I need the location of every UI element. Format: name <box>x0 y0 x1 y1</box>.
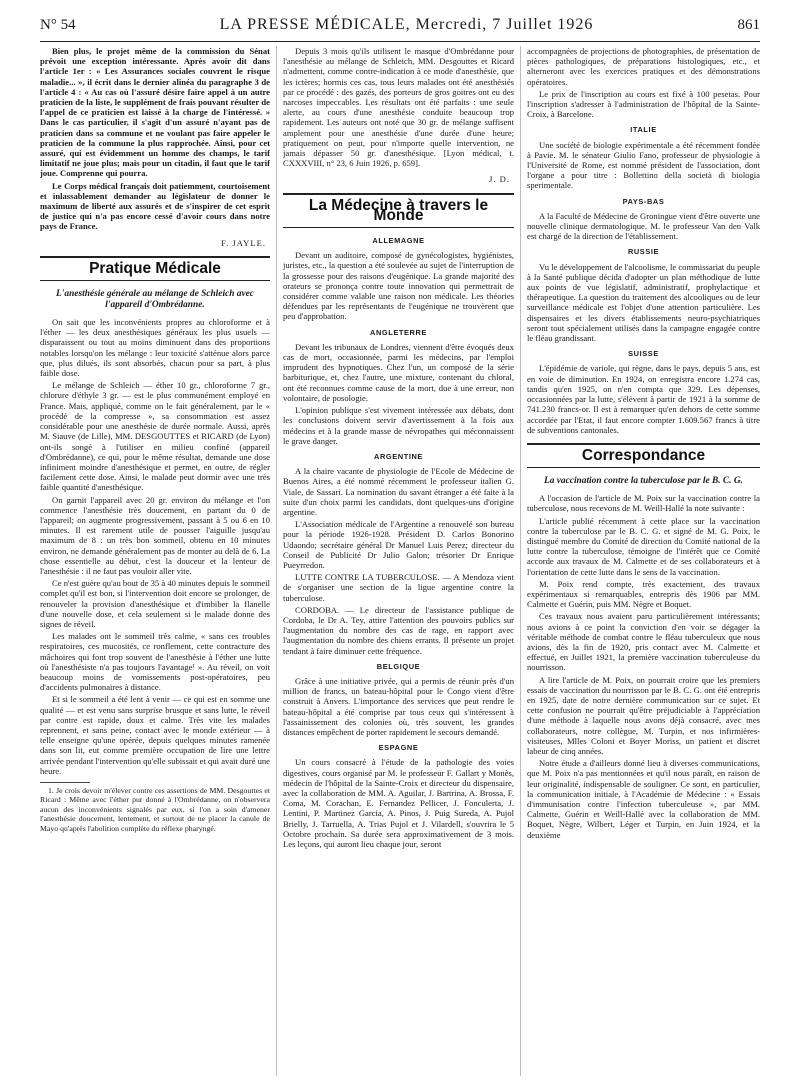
paragraph: CORDOBA. — Le directeur de l'assistance publique de Cordoba, le Dr A. Tey, attire l'attention des pouvoirs publics sur l'augmentation du nombre des cas de rage, en rapport avec l'augmentation du nombre des chiens errants. Il présente un projet tendant à faire diminuer cette fréquence. <box>283 604 514 656</box>
paragraph: Le Corps médical français doit patiemment, courtoisement et inlassablement demander au législateur de donner le maximum de liberté aux assurés et de s'inspirer de cet esprit de justice qui n'a pas encore cessé d'avoir cours dans notre pays de France. <box>40 180 270 232</box>
paragraph: Le prix de l'inscription au cours est fixé à 100 pesetas. Pour l'inscription s'adresser à l'administration de l'hôpital de la Sainte-Croix, à Barcelone. <box>527 88 760 120</box>
footnote-divider <box>40 782 90 783</box>
section-title: La Médecine à travers le Monde <box>308 196 489 224</box>
paragraph: On garnit l'appareil avec 20 gr. environ du mélange et l'on commence l'anesthésie très doucement, en partant du 0 de l'appareil; on augmente progressivement, passant à 5 ou 6 en 10 minutes. Il est rarement utile de pousser l'aiguille jusqu'au maximum de 8 : un très bon sommeil, obtenu en 10 minutes environ, ne demande généralement pas de monter au delà de 6. La chose essentielle au début, c'est la douceur et la lenteur de l'anesthésie : il ne faut pas vouloir aller vite. <box>40 494 270 576</box>
column-2 <box>283 46 514 1076</box>
country-heading: PAYS-BAS <box>622 196 665 206</box>
paragraph: L'épidémie de variole, qui règne, dans le pays, depuis 5 ans, est en voie de diminution. En 1924, on enregistra encore 1.274 cas, tandis qu'en 1925, on n'en compta que 329. Les dépenses, occasionnées par la lutte, s'élèvent à partir de 1921 à la somme de 741.230 francs-or. Il est à remarquer qu'en dehors de cette somme accordée par l'Etat, il faut encore compter 1.609.567 francs à titre de subventions cantonales. <box>527 363 760 435</box>
country-heading: ALLEMAGNE <box>372 236 425 246</box>
country-heading: ARGENTINE <box>374 451 423 461</box>
paragraph: Et si le sommeil a été lent à venir — ce qui est en somme une qualité — et est venu sans surprise brusque et sans lutte, le réveil par contre est rapide, doux et calme. Très vite les malades reprennent, et sans peine, contact avec le monde extérieur — à telle enseigne qu'une opérée, depuis quelques minutes ramenée dans son lit, eut comme première occupation de lire une lettre arrivée pendant l'intervention qu'elle subissait et qui avait duré une heure. <box>40 694 270 776</box>
paragraph: A l'occasion de l'article de M. Poix sur la vaccination contre la tuberculose, nous recevons de M. Weill-Hallé la note suivante : <box>527 493 760 514</box>
column-3 <box>527 46 760 1076</box>
paragraph: Devant un auditoire, composé de gynécologistes, hygiénistes, juristes, etc., la question a été soulevée au sujet de l'interruption de la grossesse pour des raisons d'eugénique. La grande majorité des orateurs se prononça contre toute innovation qui permettrait de considérer comme valable une raison non médicale. Les théories défendues par les représentants de l'eugénique ne trouvèrent que peu d'approbation. <box>283 250 514 322</box>
footnote: 1. Je crois devoir m'élever contre ces assertions de MM. Desgouttes et Ricard : Même avec l'éther pur donné à l'Ombrédanne, on n'observera aucun des inconvénients signalés par eux, si l'on a soin d'amener l'anesthésie doucement, lentement, et surtout de ne placer la canule de Mayo qu'après l'abolition complète du réflexe pharyngé. <box>40 786 270 833</box>
paragraph: Une société de biologie expérimentale a été récemment fondée à Pavie. M. le sénateur Giulio Fano, professeur de physiologie à l'Université de Rome, est nommé président de l'association, dont l'organe a pour titre : Bollettino della società di biologia sperimentale. <box>527 139 760 191</box>
paragraph: M. Poix rend compte, très exactement, des travaux expérimentaux si remarquables, entrepris dès 1906 par MM. Calmette et Guérin, puis MM. Nègre et Boquet. <box>527 578 760 610</box>
journal-title: LA PRESSE MÉDICALE, Mercredi, 7 Juillet 1926 <box>219 16 594 33</box>
page-header <box>40 16 760 42</box>
country-heading: RUSSIE <box>627 247 660 257</box>
paragraph: A lire l'article de M. Poix, on pourrait croire que les premiers essais de vaccination du nourrisson par le B. C. G. ont été entrepris en 1925, date de notre dernière communication sur ce sujet. Et cette confusion ne pourrait qu'être préjudiciable à l'appréciation d'une méthode à laquelle nous avons déjà consacré, avec mes collaborateurs, notre collègue, M. Turpin, et nos infirmières-visiteuses, Mlles Coloni et Boyer Moriss, un patient et discret labeur de cinq années. <box>527 674 760 756</box>
paragraph: Bien plus, le projet même de la commission du Sénat prévoit une exception intéressante. Après avoir dit dans l'article 1er : « Les Assurances sociales couvrent le risque maladie... », il écrit dans le dernier alinéa du paragraphe 3 de l'article 4 : « Au cas où l'assuré désire faire appel à un autre praticien de la liste, le supplément de frais pouvant résulter de l'appel de ce praticien est laissé à la charge de l'intéressé. » Dans le cas particulier, il s'agit d'un assuré n'ayant pas de praticien dans sa commune et ne voulant pas faire appeler le praticien de la commune la plus rapprochée. Ainsi, pour cet assuré, qui est évidemment un homme des champs, le tarif limitatif ne joue plus; mais pour un citadin, il faut que le tarif joue. Comprenne qui pourra. <box>40 46 270 179</box>
paragraph: Notre étude a d'ailleurs donné lieu à diverses communications, que M. Poix n'a pas mentionnées et qu'il nous paraît, en raison de leur originalité, indispensable de souligner. Ce sont, en particulier, la communication initiale, à l'Académie de Médecine : « Essais d'immunisation contre l'infection tuberculeuse », par MM. Calmette, Guérin et Weill-Hallé avec la collaboration de MM. Boquet, Nègre, Wilbert, Léger et Turpin, en Juin 1924, et la deuxième <box>527 758 760 840</box>
paragraph: L'Association médicale de l'Argentine a renouvelé son bureau pour la période 1926-1928. Président D. Carlos Bonorino Udaondo; secrétaire général Dr Manuel Luis Perez; directeur du Conseil de Publicité Dr Julio Galon; trésorier Dr Enrique Pueyrredon. <box>283 519 514 570</box>
paragraph: Les malades ont le sommeil très calme, « sans ces troubles respiratoires, ces mucosités, ce ronflement, cette contracture des mâchoires qui font trop souvent de l'anesthésie à l'éther une lutte où l'anesthésiste n'a pas toujours l'avantage¹ ». Au réveil, on voit beaucoup moins de vomissements post-opératoires, peu d'accidents pulmonaires à distance. <box>40 631 270 693</box>
section-header-pratique <box>40 256 270 281</box>
section-header-monde <box>283 193 514 228</box>
article-title: La vaccination contre la tuberculose par le B. C. G. <box>544 476 743 487</box>
paragraph: LUTTE CONTRE LA TUBERCULOSE. — A Mendoza vient de s'organiser une section de la ligue argentine contre la tuberculose. <box>283 572 514 603</box>
country-heading: ESPAGNE <box>378 743 419 753</box>
paragraph: Ce n'est guère qu'au bout de 35 à 40 minutes depuis le sommeil complet qu'il est bon, si l'intervention doit encore se prolonger, de renouveler la provision d'anesthésique et d'imbiber la flanelle d'une nouvelle dose, et cela seulement si le malade donne des signes de réveil. <box>40 578 270 629</box>
author-signature: J. D. <box>489 174 510 185</box>
paragraph: Le mélange de Schleich — éther 10 gr., chloroforme 7 gr., chlorure d'éthyle 3 gr. — est le plus communément employé en France. Mais, appliqué, comme on le fait généralement, par le « procédé de la compresse », sa consommation est assez considérable pour une anesthésie de durée normale. Aussi, après M. Siauve (de Lille), MM. DESGOUTTES et RICARD (de Lyon) ont-ils songé à l'utiliser en milieu confiné (appareil d'Ombrédanne), ce qui, pour le même résultat, demande une dose infiniment moindre d'anesthésique et permet, en outre, de régler facilement cette dose. Ainsi, le malade peut dormir avec une très faible quantité d'anesthésique. <box>40 380 270 493</box>
country-heading: BELGIQUE <box>376 661 421 671</box>
paragraph: Ces travaux nous avaient paru particulièrement intéressants; nous avions à ce point la conviction d'en voir se dégager la véritable méthode de combat contre le fléau tuberculeux que nous avions, dès la fin de 1920, pris contact avec M. Calmette et effectué, en Juillet 1921, la première vaccination tuberculeuse du nourrisson. <box>527 611 760 673</box>
issue-number: N° 54 <box>40 17 76 33</box>
paragraph: L'opinion publique s'est vivement intéressée aux débats, dont les conclusions doivent servir d'avertissement à la fois aux médecins et à la grande masse de névropathes qui méconnaissent le grave danger. <box>283 405 514 446</box>
author-signature: F. JAYLE. <box>220 237 266 248</box>
paragraph: accompagnées de projections de photographies, de présentation de pièces pathologiques, de préparations histologiques, etc., et alterneront avec les exercices pratiques et des démonstrations opératoires. <box>527 46 760 87</box>
column-1 <box>40 46 270 1076</box>
section-header-correspondance <box>527 443 760 468</box>
section-title: Correspondance <box>581 446 706 464</box>
paragraph: Depuis 3 mois qu'ils utilisent le masque d'Ombrédanne pour l'anesthésie au mélange de Schleich, MM. Desgouttes et Ricard n'admettent, comme contre-indication à ce mode d'anesthésie, que les ictères; hormis ces cas, tous leurs malades ont été anesthésiés par ce procédé : des gazés, des porteurs de gros goitres ont eu des narcoses impeccables. Les résultats ont été parfaits : une seule alerte, au cours d'une anesthésie conduite beaucoup trop rapidement. Les auteurs ont noté que 30 gr. de mélange suffisent amplement pour une anesthésie d'une durée d'une heure; pratiquement on peut, pour n'importe quelle intervention, ne jamais dépasser 50 gr. d'anesthésique. [Lyon médical, t. CXXXVIII, n° 23, 6 Juin 1926, p. 659]. <box>283 46 514 169</box>
paragraph: A la chaire vacante de physiologie de l'Ecole de Médecine de Buenos Aires, a été nommé récemment le professeur italien G. Viale, de Sassari. La nomination du savant étranger a été faite à la suite d'un choix parmi les candidats, dont quelques-uns d'origine argentine. <box>283 466 514 517</box>
paragraph: L'article publié récemment à cette place sur la vaccination contre la tuberculose par le B. C. G. et signé de M. G. Poix, le distingué membre du Comité de direction du Comité national de la lutte contre la tuberculose, témoigne de l'intérêt que ce Comité accorde aux travaux de M. Calmette et de ses collaborateurs et à l'orientation de cette lutte dans le sens de la vaccination. <box>527 515 760 577</box>
section-title: Pratique Médicale <box>89 259 221 277</box>
column-divider <box>276 46 277 1076</box>
country-heading: ANGLETERRE <box>370 327 427 337</box>
country-heading: SUISSE <box>628 349 659 359</box>
paragraph: Devant les tribunaux de Londres, viennent d'être évoqués deux cas de mort, occasionnée, parmi les médecins, par l'emploi imprudent des hypnotiques. Chez l'un, un composé de la série barbiturique, et, chez l'autre, une mixture, contenant du chloral, ont été reconnues comme cause de la mort, due à une erreur, non volontaire, de posologie. <box>283 341 514 403</box>
page-number: 861 <box>737 17 760 33</box>
paragraph: Un cours consacré à l'étude de la pathologie des voies digestives, cours organisé par M. le professeur F. Gallart y Monès, médecin de l'hôpital de la Sainte-Croix et directeur du dispensaire, avec la collaboration de MM. A. Aguilar, J. Bartrina, A. Brossa, F. Coma, M. Corachan, E. Fernandez Pellicer, J. Fonculerta, J. Lentini, P. Martinez Garcia, A. Pinos, J. Puig Sureda, A. Pujol Brielly, J. Tarruella, A. Trias Pujol et J. Vilardell, s'ouvrira le 5 Octobre prochain. Sa durée sera approximativement de 3 mois. Les leçons, qui auront lieu chaque jour, seront <box>283 757 514 850</box>
column-divider <box>520 46 521 1076</box>
paragraph: Vu le développement de l'alcoolisme, le commissariat du peuple à la Santé publique décida d'adopter un plan méthodique de lutte aux points de vue législatif, administratif, prophylactique et thérapeutique. La question du traitement des alcooliques ou de leur surveillance médicale est l'objet d'une attention particulière. Les dispensaires et les divers établissements neuro-psychiatriques seront tout spécialement utilisés dans la campagne engagée contre le fléau grandissant. <box>527 261 760 344</box>
paragraph: A la Faculté de Médecine de Groningue vient d'être ouverte une nouvelle clinique dermatologique. M. le professeur Van den Valk est chargé de la direction de l'établissement. <box>527 210 760 242</box>
country-heading: ITALIE <box>630 125 657 135</box>
paragraph: Grâce à une initiative privée, qui a permis de réunir près d'un million de francs, un bateau-hôpital pour le Congo vient d'être construit à Anvers. L'importance des services que peut rendre le bateau-hôpital a été comprise par tous ceux qui s'intéressent à l'assainissement des colonies où, très souvent, les grandes distances empêchent de porter rapidement le secours demandé. <box>283 675 514 737</box>
paragraph: On sait que les inconvénients propres au chloroforme et à l'éther — les deux anesthésiques généraux les plus usuels — disparaissent ou tout au moins diminuent dans des proportions notables lorsqu'on les mélange : leur toxicité s'atténue alors parce que, plus dilués, ils sont absorbés, chacun pour sa part, à plus faible dose. <box>40 317 270 379</box>
article-title: L'anesthésie générale au mélange de Schleich avec l'appareil d'Ombrédanne. <box>56 289 254 311</box>
